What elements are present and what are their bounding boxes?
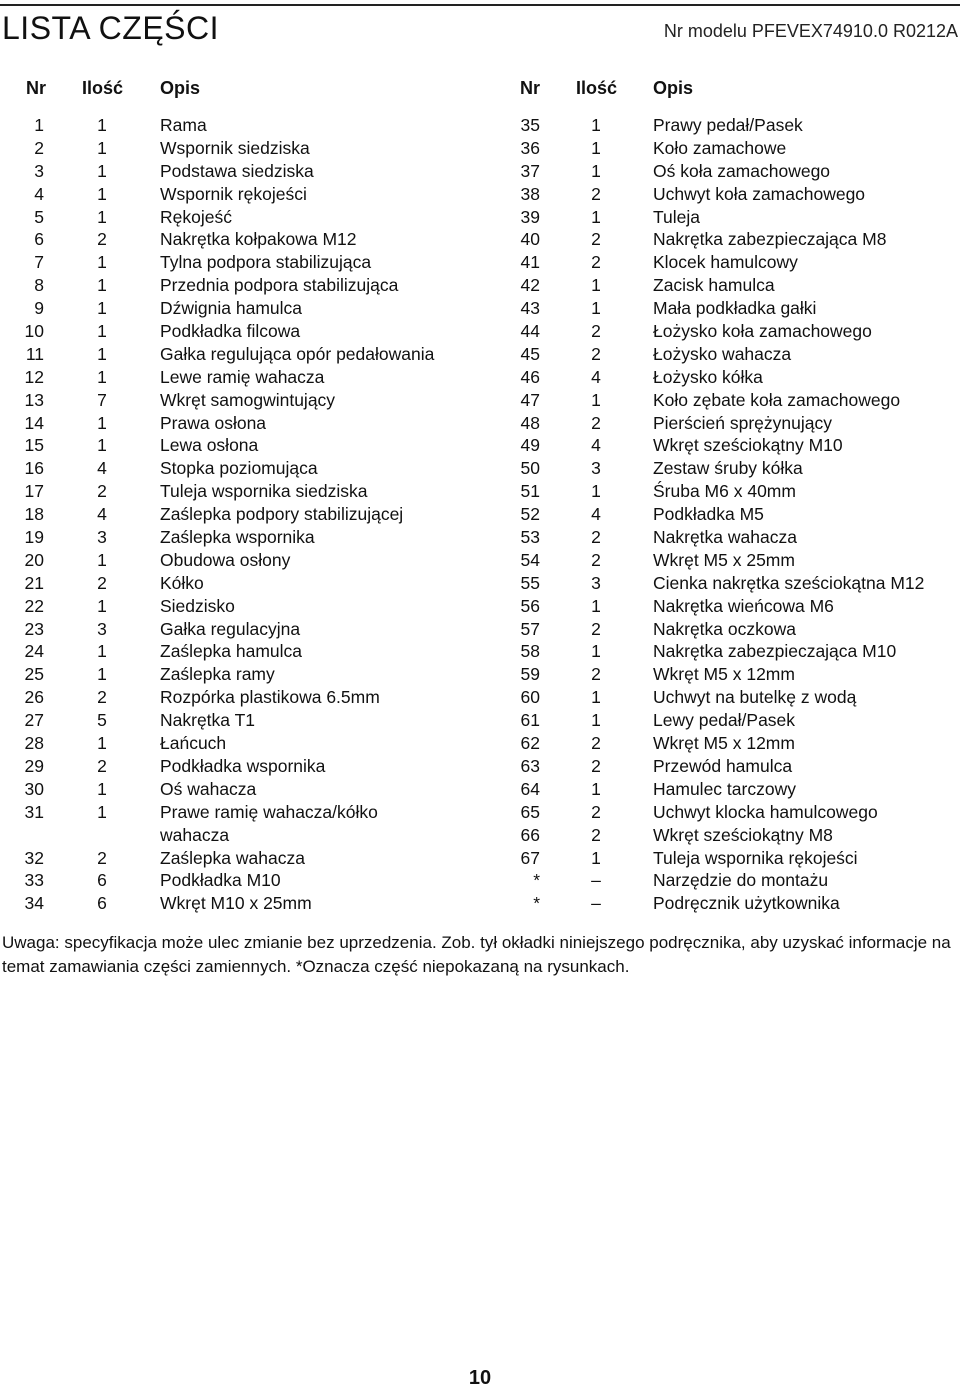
part-number: 52 xyxy=(520,504,540,525)
part-quantity: 1 xyxy=(591,160,601,181)
part-number: 43 xyxy=(520,298,540,319)
right-header-qty: Ilość xyxy=(576,78,618,98)
part-description: Łańcuch xyxy=(160,733,227,754)
part-quantity: 6 xyxy=(97,893,107,914)
part-description: Tuleja wspornika siedziska xyxy=(160,481,368,502)
part-number: 41 xyxy=(520,252,540,273)
part-quantity: 3 xyxy=(591,572,601,593)
part-description: Rękojeść xyxy=(160,206,232,227)
part-number: 22 xyxy=(24,595,44,616)
part-number: 21 xyxy=(24,572,44,593)
part-number: 39 xyxy=(520,206,540,227)
part-quantity: 3 xyxy=(591,458,601,479)
part-number: 58 xyxy=(520,641,540,662)
model-number: Nr modelu PFEVEX74910.0 R0212A xyxy=(663,21,958,41)
part-description: wahacza xyxy=(160,824,230,845)
part-description: Nakrętka kołpakowa M12 xyxy=(160,229,357,250)
part-quantity: 1 xyxy=(97,160,107,181)
part-description: Cienka nakrętka sześciokątna M12 xyxy=(653,572,925,593)
part-number: 7 xyxy=(34,252,44,273)
part-description: Lewy pedał/Pasek xyxy=(653,710,796,731)
part-description: Wkręt M5 x 12mm xyxy=(653,664,795,685)
part-quantity: 1 xyxy=(97,298,107,319)
part-description: Podręcznik użytkownika xyxy=(653,893,840,914)
part-number: 5 xyxy=(34,206,44,227)
part-description: Zacisk hamulca xyxy=(653,275,775,296)
part-description: Wkręt sześciokątny M10 xyxy=(653,435,843,456)
part-number: 47 xyxy=(520,389,540,410)
part-number: 12 xyxy=(24,366,44,387)
part-number: 23 xyxy=(24,618,44,639)
part-description: Pierścień sprężynujący xyxy=(653,412,832,433)
part-number: 33 xyxy=(24,870,44,891)
part-description: Prawe ramię wahacza/kółko xyxy=(160,801,378,822)
part-quantity: 4 xyxy=(97,504,107,525)
part-quantity: 5 xyxy=(97,710,107,731)
part-description: Hamulec tarczowy xyxy=(653,778,796,799)
part-quantity: 2 xyxy=(591,229,601,250)
part-quantity: 1 xyxy=(97,778,107,799)
part-quantity: 2 xyxy=(591,664,601,685)
part-description: Tuleja xyxy=(653,206,701,227)
part-description: Uchwyt koła zamachowego xyxy=(653,183,866,204)
part-description: Wkręt sześciokątny M8 xyxy=(653,824,833,845)
left-header-nr: Nr xyxy=(26,78,47,98)
part-quantity: 1 xyxy=(97,801,107,822)
part-number: 34 xyxy=(24,893,44,914)
page-title: LISTA CZĘŚCI xyxy=(2,10,220,46)
part-description: Siedzisko xyxy=(160,595,235,616)
part-number: 3 xyxy=(34,160,44,181)
part-description: Kółko xyxy=(160,572,204,593)
part-number: 50 xyxy=(520,458,540,479)
part-description: Nakrętka zabezpieczająca M8 xyxy=(653,229,887,250)
part-description: Zaślepka wspornika xyxy=(160,527,315,548)
part-number: * xyxy=(533,893,540,914)
part-number: 31 xyxy=(24,801,44,822)
part-number: 51 xyxy=(520,481,540,502)
part-description: Zaślepka ramy xyxy=(160,664,275,685)
left-header-qty: Ilość xyxy=(82,78,124,98)
part-number: 67 xyxy=(520,847,540,868)
part-description: Wspornik rękojeści xyxy=(160,183,307,204)
top-rule xyxy=(0,4,960,6)
part-quantity: 2 xyxy=(591,733,601,754)
part-quantity: 2 xyxy=(97,481,107,502)
part-quantity: 1 xyxy=(97,183,107,204)
part-description: Nakrętka wieńcowa M6 xyxy=(653,595,834,616)
part-quantity: 1 xyxy=(97,252,107,273)
part-quantity: 2 xyxy=(97,572,107,593)
part-description: Koło zamachowe xyxy=(653,137,787,158)
part-quantity: 2 xyxy=(97,755,107,776)
part-description: Narzędzie do montażu xyxy=(653,870,829,891)
right-header-desc: Opis xyxy=(653,78,694,98)
part-quantity: 4 xyxy=(591,504,601,525)
part-quantity: 2 xyxy=(97,229,107,250)
part-number: 36 xyxy=(520,137,540,158)
part-quantity: – xyxy=(591,893,601,914)
part-description: Tuleja wspornika rękojeści xyxy=(653,847,858,868)
part-number: 15 xyxy=(24,435,44,456)
part-number: 63 xyxy=(520,755,540,776)
part-description: Prawa osłona xyxy=(160,412,267,433)
part-description: Podkładka M5 xyxy=(653,504,764,525)
part-number: 55 xyxy=(520,572,540,593)
part-quantity: 2 xyxy=(591,343,601,364)
part-quantity: 1 xyxy=(97,275,107,296)
part-number: 57 xyxy=(520,618,540,639)
part-number: 44 xyxy=(520,321,540,342)
part-quantity: 6 xyxy=(97,870,107,891)
part-description: Wkręt M5 x 25mm xyxy=(653,549,795,570)
part-number: 9 xyxy=(34,298,44,319)
part-description: Prawy pedał/Pasek xyxy=(653,115,803,135)
part-number: 18 xyxy=(24,504,44,525)
part-description: Nakrętka zabezpieczająca M10 xyxy=(653,641,897,662)
part-description: Podkładka filcowa xyxy=(160,321,301,342)
part-number: 66 xyxy=(520,824,540,845)
part-description: Śruba M6 x 40mm xyxy=(653,481,796,502)
footnote: Uwaga: specyfikacja może ulec zmianie bez uprzedzenia. Zob. tył okładki niniejszego podręcznika, aby uzyskać informacje na temat zamawiania części zamiennych. *Oznacza część niepokazaną na rysunkach. xyxy=(2,933,951,976)
left-header-desc: Opis xyxy=(160,78,201,98)
part-number: 40 xyxy=(520,229,540,250)
part-quantity: 1 xyxy=(97,435,107,456)
part-quantity: 1 xyxy=(97,343,107,364)
part-description: Nakrętka T1 xyxy=(160,710,255,731)
part-quantity: 1 xyxy=(591,206,601,227)
part-quantity: 1 xyxy=(591,687,601,708)
part-description: Przednia podpora stabilizująca xyxy=(160,275,399,296)
part-number: 49 xyxy=(520,435,540,456)
part-number: 19 xyxy=(24,527,44,548)
part-description: Gałka regulacyjna xyxy=(160,618,301,639)
part-number: 62 xyxy=(520,733,540,754)
part-description: Mała podkładka gałki xyxy=(653,298,817,319)
part-description: Łożysko kółka xyxy=(653,366,763,387)
part-quantity: 7 xyxy=(97,389,107,410)
part-number: 1 xyxy=(34,115,44,135)
part-quantity: 2 xyxy=(591,412,601,433)
part-number: 16 xyxy=(24,458,44,479)
part-number: 24 xyxy=(24,641,44,662)
part-description: Zaślepka wahacza xyxy=(160,847,305,868)
part-quantity: 1 xyxy=(591,641,601,662)
part-description: Podstawa siedziska xyxy=(160,160,314,181)
part-number: 4 xyxy=(34,183,44,204)
part-number: 56 xyxy=(520,595,540,616)
part-number: 64 xyxy=(520,778,540,799)
part-number: 28 xyxy=(24,733,44,754)
part-description: Lewe ramię wahacza xyxy=(160,366,325,387)
part-quantity: 1 xyxy=(591,298,601,319)
part-number: 2 xyxy=(34,137,44,158)
part-description: Uchwyt klocka hamulcowego xyxy=(653,801,878,822)
part-number: 38 xyxy=(520,183,540,204)
part-quantity: 1 xyxy=(97,206,107,227)
part-quantity: 1 xyxy=(591,275,601,296)
part-quantity: 1 xyxy=(97,366,107,387)
part-number: 6 xyxy=(34,229,44,250)
part-quantity: 1 xyxy=(591,137,601,158)
part-quantity: 2 xyxy=(591,549,601,570)
part-description: Podkładka M10 xyxy=(160,870,281,891)
part-description: Łożysko koła zamachowego xyxy=(653,321,872,342)
part-description: Przewód hamulca xyxy=(653,755,793,776)
part-number: 54 xyxy=(520,549,540,570)
part-description: Podkładka wspornika xyxy=(160,755,326,776)
part-description: Wkręt M10 x 25mm xyxy=(160,893,312,914)
part-description: Oś wahacza xyxy=(160,778,257,799)
part-description: Wspornik siedziska xyxy=(160,137,310,158)
part-quantity: 1 xyxy=(591,115,601,135)
part-description: Obudowa osłony xyxy=(160,549,291,570)
part-quantity: 1 xyxy=(591,778,601,799)
part-description: Nakrętka oczkowa xyxy=(653,618,796,639)
part-number: 61 xyxy=(520,710,540,731)
part-description: Wkręt M5 x 12mm xyxy=(653,733,795,754)
page-number: 10 xyxy=(468,1367,492,1389)
part-quantity: 1 xyxy=(591,595,601,616)
part-description: Gałka regulująca opór pedałowania xyxy=(160,343,435,364)
part-quantity: 4 xyxy=(97,458,107,479)
part-description: Rama xyxy=(160,115,207,135)
part-quantity: 2 xyxy=(591,755,601,776)
part-number: 48 xyxy=(520,412,540,433)
part-number: 30 xyxy=(24,778,44,799)
part-quantity: 2 xyxy=(591,801,601,822)
part-quantity: 1 xyxy=(591,481,601,502)
part-number: 59 xyxy=(520,664,540,685)
part-description: Łożysko wahacza xyxy=(653,343,792,364)
part-description: Koło zębate koła zamachowego xyxy=(653,389,901,410)
part-number: 60 xyxy=(520,687,540,708)
part-number: 37 xyxy=(520,160,540,181)
part-number: 14 xyxy=(24,412,44,433)
part-quantity: 2 xyxy=(591,824,601,845)
part-quantity: 1 xyxy=(97,664,107,685)
part-quantity: 1 xyxy=(97,115,107,135)
part-quantity: 2 xyxy=(591,252,601,273)
part-number: 65 xyxy=(520,801,540,822)
part-number: 46 xyxy=(520,366,540,387)
part-number: 29 xyxy=(24,755,44,776)
part-number: 27 xyxy=(24,710,44,731)
part-description: Zestaw śruby kółka xyxy=(653,458,803,479)
part-quantity: 2 xyxy=(97,687,107,708)
part-description: Zaślepka podpory stabilizującej xyxy=(160,504,404,525)
part-quantity: 4 xyxy=(591,366,601,387)
part-number: 10 xyxy=(24,321,44,342)
part-description: Stopka poziomująca xyxy=(160,458,318,479)
part-number: 20 xyxy=(24,549,44,570)
part-quantity: 2 xyxy=(591,618,601,639)
part-description: Nakrętka wahacza xyxy=(653,527,797,548)
part-description: Wkręt samogwintujący xyxy=(160,389,336,410)
part-quantity: 1 xyxy=(97,641,107,662)
part-number: 35 xyxy=(520,115,540,135)
part-quantity: 2 xyxy=(591,527,601,548)
part-quantity: 3 xyxy=(97,618,107,639)
part-quantity: 1 xyxy=(97,321,107,342)
part-quantity: 1 xyxy=(591,389,601,410)
part-number: 42 xyxy=(520,275,540,296)
part-number: 17 xyxy=(24,481,44,502)
part-quantity: 1 xyxy=(591,710,601,731)
part-description: Uchwyt na butelkę z wodą xyxy=(653,687,857,708)
part-number: 53 xyxy=(520,527,540,548)
part-description: Zaślepka hamulca xyxy=(160,641,303,662)
right-header-nr: Nr xyxy=(520,78,541,98)
part-quantity: 1 xyxy=(97,733,107,754)
part-description: Tylna podpora stabilizująca xyxy=(160,252,372,273)
part-quantity: 2 xyxy=(591,321,601,342)
part-number: 13 xyxy=(24,389,44,410)
part-quantity: 1 xyxy=(97,412,107,433)
part-description: Rozpórka plastikowa 6.5mm xyxy=(160,687,380,708)
part-number: 11 xyxy=(25,343,44,364)
part-number: 32 xyxy=(24,847,44,868)
part-number: * xyxy=(533,870,540,891)
part-number: 8 xyxy=(34,275,44,296)
part-quantity: – xyxy=(591,870,601,891)
part-quantity: 1 xyxy=(97,137,107,158)
part-quantity: 3 xyxy=(97,527,107,548)
part-number: 26 xyxy=(24,687,44,708)
part-quantity: 1 xyxy=(97,549,107,570)
part-description: Lewa osłona xyxy=(160,435,259,456)
part-quantity: 2 xyxy=(591,183,601,204)
part-description: Klocek hamulcowy xyxy=(653,252,798,273)
part-number: 25 xyxy=(24,664,44,685)
part-quantity: 4 xyxy=(591,435,601,456)
part-description: Dźwignia hamulca xyxy=(160,298,303,319)
part-quantity: 1 xyxy=(591,847,601,868)
part-number: 45 xyxy=(520,343,540,364)
part-description: Oś koła zamachowego xyxy=(653,160,831,181)
part-quantity: 1 xyxy=(97,595,107,616)
part-quantity: 2 xyxy=(97,847,107,868)
